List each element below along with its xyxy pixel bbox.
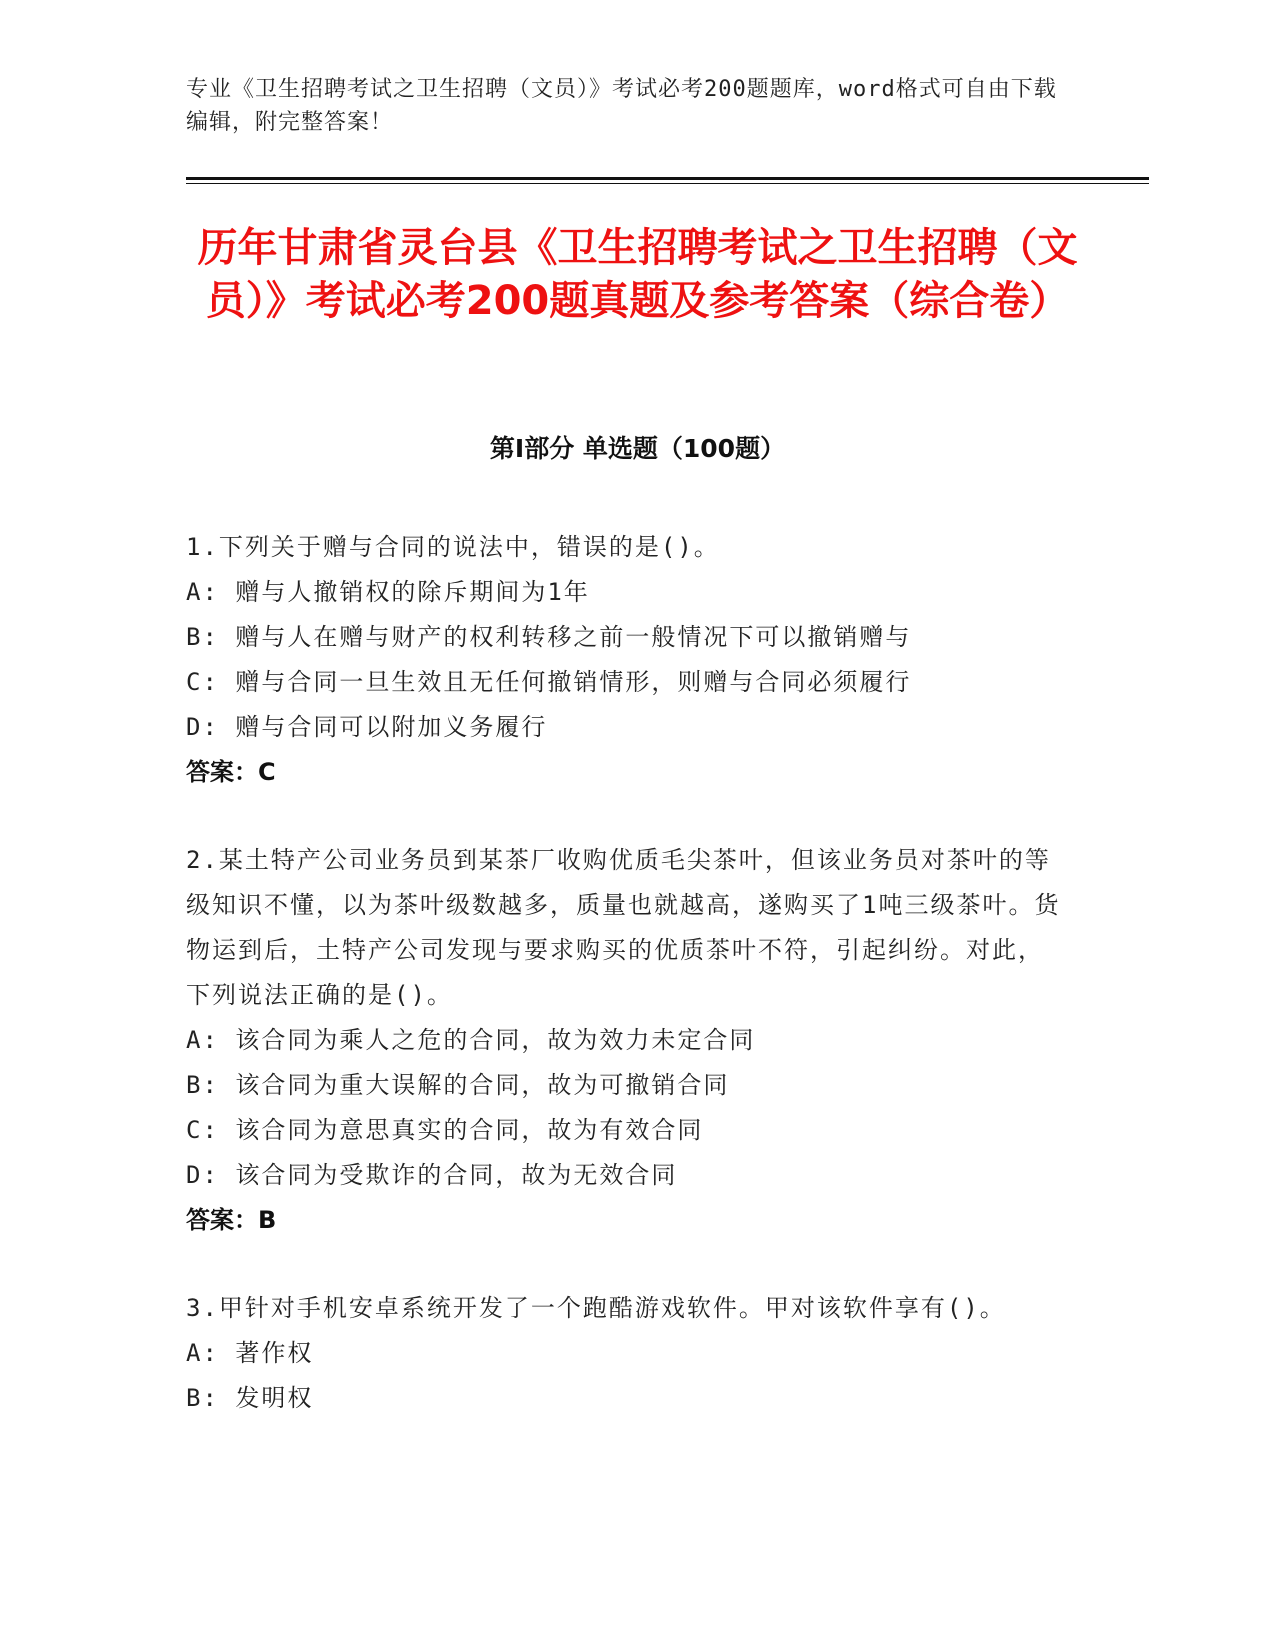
question-2 — [186, 838, 1066, 1243]
option-a: A: 赠与人撤销权的除斥期间为1年 — [186, 578, 590, 606]
option-c: C: 赠与合同一旦生效且无任何撤销情形，则赠与合同必须履行 — [186, 668, 912, 696]
header-divider-thin — [186, 183, 1149, 184]
answer: 答案：B — [186, 1206, 277, 1234]
option-b: B: 该合同为重大误解的合同，故为可撤销合同 — [186, 1071, 730, 1099]
section-heading: 第Ⅰ部分 单选题（100题） — [489, 434, 786, 463]
question-stem: 2.某土特产公司业务员到某茶厂收购优质毛尖茶叶，但该业务员对茶叶的等级知识不懂，以为茶叶级数越多，质量也就越高，遂购买了1吨三级茶叶。货物运到后，土特产公司发现与要求购买的优质茶叶不符，引起纠纷。对此，下列说法正确的是()。 — [186, 846, 1061, 1009]
question-1 — [186, 525, 1066, 795]
option-a: A: 该合同为乘人之危的合同，故为效力未定合同 — [186, 1026, 756, 1054]
document-title: 历年甘肃省灵台县《卫生招聘考试之卫生招聘（文员）》考试必考200题真题及参考答案（综合卷） — [197, 225, 1078, 324]
option-d: D: 赠与合同可以附加义务履行 — [186, 713, 548, 741]
header-divider-thick — [186, 177, 1149, 180]
header-note: 专业《卫生招聘考试之卫生招聘（文员）》考试必考200题题库，word格式可自由下载编辑，附完整答案！ — [186, 77, 1057, 135]
question-stem: 3.甲针对手机安卓系统开发了一个跑酷游戏软件。甲对该软件享有()。 — [186, 1294, 1006, 1322]
option-b: B: 赠与人在赠与财产的权利转移之前一般情况下可以撤销赠与 — [186, 623, 912, 651]
option-c: C: 该合同为意思真实的合同，故为有效合同 — [186, 1116, 704, 1144]
answer: 答案：C — [186, 758, 276, 786]
option-d: D: 该合同为受欺诈的合同，故为无效合同 — [186, 1161, 678, 1189]
option-a: A: 著作权 — [186, 1339, 314, 1367]
question-list — [186, 525, 1066, 1464]
option-b: B: 发明权 — [186, 1384, 314, 1412]
question-stem: 1.下列关于赠与合同的说法中，错误的是()。 — [186, 533, 720, 561]
question-3 — [186, 1286, 1066, 1421]
